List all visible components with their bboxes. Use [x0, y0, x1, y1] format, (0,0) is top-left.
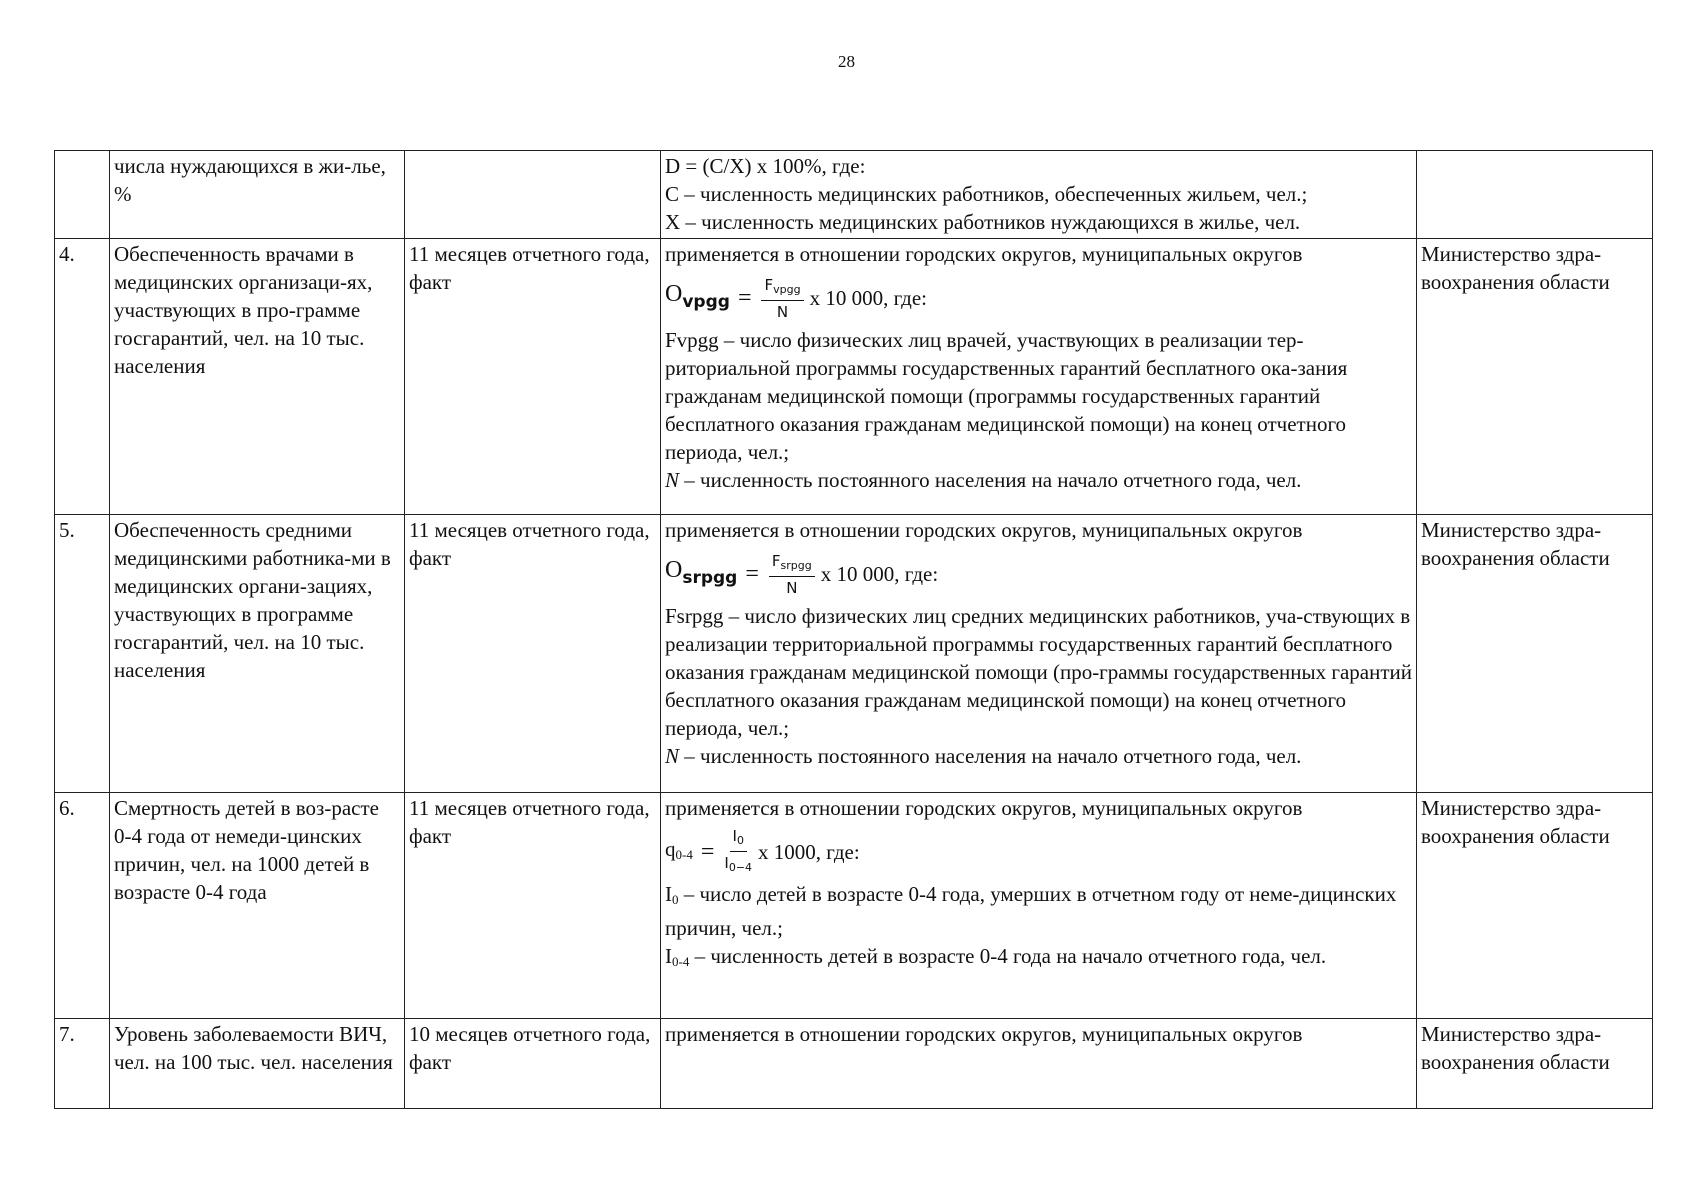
definition-text: Fvpgg – число физических лиц врачей, участвующих в реализации тер-риториальной программы государственных гарантий бесплатного ока-зания гражданам медицинской помощи (программы государственных гарантий бесплатного оказания гражданам медицинской помощи) на конец отчетного периода, чел.;	[665, 328, 1348, 464]
definition-text: N – численность постоянного населения на начало отчетного года, чел.	[665, 744, 1302, 768]
row-number-cell: 7.	[55, 1019, 110, 1109]
period-cell: 11 месяцев отчетного года, факт	[405, 239, 661, 515]
formula-text: D = (C/X) x 100%, где:	[665, 154, 866, 178]
indicator-name-cell: Обеспеченность средними медицинскими работника-ми в медицинских органи-зациях, участвующих в программе госгарантий, чел. на 10 тыс. населения	[110, 515, 405, 793]
definition-text: X – численность медицинских работников нуждающихся в жилье, чел.	[665, 210, 1301, 234]
definition-text: $I_{0-4}$ – численность детей в возрасте 0-4 года на начало отчетного года, чел.	[665, 944, 1327, 969]
indicator-name-cell: Уровень заболеваемости ВИЧ, чел. на 100 тыс. чел. населения	[110, 1019, 405, 1109]
method-cell	[661, 515, 1417, 793]
method-cell	[661, 151, 1417, 239]
period-cell: 11 месяцев отчетного года, факт	[405, 515, 661, 793]
fraction: $\frac{F_{srpgg}}{N}$	[769, 552, 815, 597]
table-row	[55, 239, 1653, 515]
applicability-text: применяется в отношении городских округов, муниципальных округов	[665, 518, 1303, 542]
organization-cell: Министерство здра-воохранения области	[1417, 239, 1653, 515]
formula: $O_{vpgg}$ = $\frac{F_{vpgg}}{N}$ x 10 000, где:	[665, 275, 928, 321]
period-cell: 11 месяцев отчетного года, факт	[405, 793, 661, 1019]
applicability-text: применяется в отношении городских округов, муниципальных округов	[665, 796, 1303, 820]
indicator-table	[54, 150, 1653, 1109]
organization-cell: Министерство здра-воохранения области	[1417, 515, 1653, 793]
indicator-name-cell: числа нуждающихся в жи-лье, %	[110, 151, 405, 239]
definition-text: N – численность постоянного населения на начало отчетного года, чел.	[665, 468, 1302, 492]
fraction: $\frac{F_{vpgg}}{N}$	[761, 276, 803, 321]
indicator-name-cell: Обеспеченность врачами в медицинских организаци-ях, участвующих в про-грамме госгарантий, чел. на 10 тыс. населения	[110, 239, 405, 515]
method-cell	[661, 1019, 1417, 1109]
organization-cell: Министерство здра-воохранения области	[1417, 1019, 1653, 1109]
definition-text: C – численность медицинских работников, обеспеченных жильем, чел.;	[665, 182, 1308, 206]
definition-text: $I_0$ – число детей в возрасте 0-4 года, умерших в отчетном году от неме-дицинских причин, чел.;	[665, 882, 1397, 940]
table-row	[55, 1019, 1653, 1109]
period-cell	[405, 151, 661, 239]
indicator-name-cell: Смертность детей в воз-расте 0-4 года от немеди-цинских причин, чел. на 1000 детей в возрасте 0-4 года	[110, 793, 405, 1019]
formula: $q_{0-4}$ = $\frac{I_0}{I_{0-4}}$ x 1000, где:	[665, 824, 1413, 880]
method-cell	[661, 239, 1417, 515]
applicability-text: применяется в отношении городских округов, муниципальных округов	[665, 242, 1303, 266]
organization-cell	[1417, 151, 1653, 239]
applicability-text: применяется в отношении городских округов, муниципальных округов	[665, 1022, 1303, 1046]
row-number-cell: 6.	[55, 793, 110, 1019]
fraction: $\frac{I_0}{I_{0-4}}$	[724, 827, 753, 874]
period-cell: 10 месяцев отчетного года, факт	[405, 1019, 661, 1109]
method-cell	[661, 793, 1417, 1019]
page-number: 28	[838, 52, 855, 71]
table-row	[55, 151, 1653, 239]
definition-text: Fsrpgg – число физических лиц средних медицинских работников, уча-ствующих в реализации территориальной программы государственных гарантий бесплатного оказания гражданам медицинской помощи (про-граммы государственных гарантий бесплатного оказания гражданам медицинской помощи) на конец отчетного периода, чел.;	[665, 604, 1412, 740]
row-number-cell	[55, 151, 110, 239]
table-row	[55, 793, 1653, 1019]
row-number-cell: 5.	[55, 515, 110, 793]
organization-cell: Министерство здра-воохранения области	[1417, 793, 1653, 1019]
row-number-cell: 4.	[55, 239, 110, 515]
table-row	[55, 515, 1653, 793]
formula: $O_{srpgg}$ = $\frac{F_{srpgg}}{N}$ x 10 000, где:	[665, 551, 939, 597]
